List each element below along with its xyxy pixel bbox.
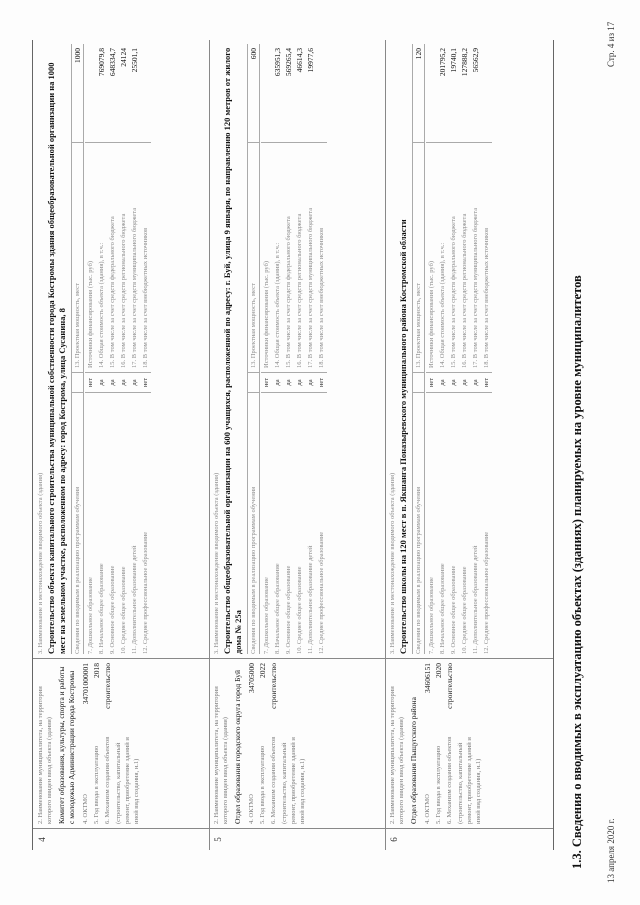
finance-value: 25501,1 <box>130 48 139 73</box>
municipality-label-2: которого ввиден ввод объекта (здания) <box>46 717 53 824</box>
finance-line: 14. Общая стоимость объекта (здания), в т.ч.: <box>439 242 446 368</box>
municipality-label-2: которого ввиден ввод объекта (здания) <box>222 717 229 824</box>
municipality-cell <box>209 658 385 828</box>
program-line: 8. Начальное общее образование <box>98 563 105 654</box>
finance-line: 14. Общая стоимость объекта (здания), в т.ч.: <box>274 242 281 368</box>
oktmo-value: 34701000001 <box>81 663 90 705</box>
finance-value: 56562,9 <box>471 48 480 73</box>
method-note: ремонт, приобретение зданий и <box>124 737 131 824</box>
capacity-value: 600 <box>249 48 258 60</box>
finance-value <box>316 48 327 142</box>
section-title: 1.3. Сведения о вводимых в эксплуатацию объектах (зданиях) планируемых на уровне муниципалитетов <box>570 275 584 869</box>
program-flag: да <box>461 379 468 386</box>
program-flag: да <box>296 379 303 386</box>
capacity-label: 13. Проектная мощность, мест <box>415 283 422 368</box>
finance-value: 24124 <box>119 48 128 67</box>
finance-line: 16. В том числе за счет средств регионального бюджета <box>120 213 127 368</box>
program-line: 12. Среднее профессиональное образование <box>483 531 490 654</box>
row-index: 5 <box>209 828 385 850</box>
footer-date: 13 апреля 2020 г. <box>606 818 616 883</box>
program-line: 9. Основное общее образование <box>450 565 457 654</box>
finance-line: Источники финансирования (тыс. руб) <box>87 260 94 368</box>
program-finance-grid <box>261 44 327 654</box>
programs-header: Сведения по вводимым в реализацию программам обучения <box>415 486 422 654</box>
year-label: 5. Год ввода в эксплуатацию <box>93 745 100 824</box>
oktmo-label: 4. ОКТМО <box>248 794 255 824</box>
program-line: 7. Дошкольное образование <box>87 577 94 654</box>
finance-line: 16. В том числе за счет средств регионального бюджета <box>296 213 303 368</box>
programs-header: Сведения по вводимым в реализацию программам обучения <box>250 486 257 654</box>
object-heading: 3. Наименование и местонахождение вводимого объекта (здания) <box>389 472 396 654</box>
finance-line: 15. В том числе за счет средств федерального бюджета <box>109 216 116 368</box>
finance-line: 18. В том числе за счет внебюджетных источников <box>142 227 149 368</box>
method-label: 6. Механизм создания объектов <box>270 736 277 824</box>
finance-value: 19977,6 <box>306 48 315 73</box>
object-title: Строительство школы на 120 мест в п. Якшанга Поназыревского муниципального района Костромской области <box>398 219 408 654</box>
program-flag: нет <box>87 377 94 388</box>
footer-page-number: Стр. 4 из 17 <box>606 21 616 67</box>
program-line: 9. Основное общее образование <box>285 565 292 654</box>
program-line: 9. Основное общее образование <box>109 565 116 654</box>
program-line: 7. Дошкольное образование <box>263 577 270 654</box>
object-title: Строительство объекта капитального строительства муниципальной собственности города Костромы здания общеобразовательной организации на 1000 мест на земельном участке, расположенном по адресу: город Кострома, улица Сусанина, 8 <box>46 62 67 654</box>
oktmo-label: 4. ОКТМО <box>82 794 89 824</box>
finance-line: 18. В том числе за счет внебюджетных источников <box>483 227 490 368</box>
program-flag: да <box>472 379 479 386</box>
object-heading: 3. Наименование и местонахождение вводимого объекта (здания) <box>213 472 220 654</box>
program-flag: да <box>307 379 314 386</box>
program-flag: да <box>120 379 127 386</box>
finance-line: 16. В том числе за счет средств регионального бюджета <box>461 213 468 368</box>
method-value: строительство <box>445 663 454 709</box>
finance-value <box>140 48 151 142</box>
method-note: (строительство, капитальный <box>457 742 464 824</box>
municipality-cell <box>33 658 209 828</box>
program-line: 7. Дошкольное образование <box>428 577 435 654</box>
finance-line: Источники финансирования (тыс. руб) <box>263 260 270 368</box>
method-note: иной вид создания, н.1) <box>133 758 140 824</box>
program-line: 11. Дополнительное образование детей <box>472 545 479 654</box>
method-value: строительство <box>103 663 112 709</box>
finance-value: 769079,8 <box>97 48 106 77</box>
year-value: 2022 <box>258 663 267 678</box>
finance-line: Источники финансирования (тыс. руб) <box>428 260 435 368</box>
objects-table <box>32 40 554 850</box>
finance-value: 46614,3 <box>295 48 304 73</box>
finance-line: 15. В том числе за счет средств федерального бюджета <box>285 216 292 368</box>
oktmo-label: 4. ОКТМО <box>424 794 431 824</box>
finance-value: 127888,2 <box>460 48 469 77</box>
finance-value <box>85 48 96 142</box>
program-flag: нет <box>263 377 270 388</box>
finance-line: 17. В том числе за счет средств муниципального бюджета <box>131 207 138 368</box>
method-label: 6. Механизм создания объектов <box>104 736 111 824</box>
municipality-label: 2. Наименование муниципалитета, на территории <box>213 686 220 824</box>
finance-value: 569265,4 <box>284 48 293 77</box>
program-flag: нет <box>142 377 149 388</box>
row-index: 4 <box>33 828 209 850</box>
finance-value: 635951,3 <box>273 48 282 77</box>
capacity-label: 13. Проектная мощность, мест <box>250 283 257 368</box>
program-line: 10. Среднее общее образование <box>461 566 468 654</box>
finance-value <box>261 48 272 142</box>
municipality-cell <box>385 658 553 828</box>
program-flag: да <box>109 379 116 386</box>
program-line: 10. Среднее общее образование <box>120 566 127 654</box>
municipality-label: 2. Наименование муниципалитета, на территории <box>37 686 44 824</box>
program-line: 12. Среднее профессиональное образование <box>142 531 149 654</box>
finance-line: 15. В том числе за счет средств федерального бюджета <box>450 216 457 368</box>
program-flag: нет <box>428 377 435 388</box>
finance-line: 17. В том числе за счет средств муниципального бюджета <box>472 207 479 368</box>
program-flag: да <box>450 379 457 386</box>
program-flag: да <box>274 379 281 386</box>
program-line: 11. Дополнительное образование детей <box>307 545 314 654</box>
program-line: 10. Среднее общее образование <box>296 566 303 654</box>
programs-header: Сведения по вводимым в реализацию программам обучения <box>74 486 81 654</box>
finance-line: 14. Общая стоимость объекта (здания), в т.ч.: <box>98 242 105 368</box>
table-row <box>209 40 386 850</box>
method-label: 6. Механизм создания объектов <box>446 736 453 824</box>
program-flag: нет <box>318 377 325 388</box>
method-note: (строительство, капитальный <box>281 742 288 824</box>
year-label: 5. Год ввода в эксплуатацию <box>435 745 442 824</box>
organization-name: Отдел образования Пыщугского района <box>409 697 418 824</box>
municipality-label-2: которого ввиден ввод объекта (здания) <box>398 717 405 824</box>
row-index: 6 <box>385 828 553 850</box>
object-cell <box>33 40 209 658</box>
program-flag: да <box>131 379 138 386</box>
object-heading: 3. Наименование и местонахождение вводимого объекта (здания) <box>37 472 44 654</box>
oktmo-value: 34705000 <box>247 663 256 693</box>
finance-value: 19740,1 <box>449 48 458 73</box>
table-row <box>33 40 210 850</box>
program-line: 12. Среднее профессиональное образование <box>318 531 325 654</box>
method-note: ремонт, приобретение зданий и <box>290 737 297 824</box>
finance-value: 648334,7 <box>108 48 117 77</box>
capacity-label: 13. Проектная мощность, мест <box>74 283 81 368</box>
method-note: ремонт, приобретение зданий и <box>466 737 473 824</box>
object-cell <box>209 40 385 658</box>
method-value: строительство <box>269 663 278 709</box>
year-value: 2018 <box>92 663 101 678</box>
year-label: 5. Год ввода в эксплуатацию <box>259 745 266 824</box>
oktmo-value: 34606151 <box>423 663 432 693</box>
program-line: 8. Начальное общее образование <box>439 563 446 654</box>
program-flag: да <box>98 379 105 386</box>
method-note: иной вид создания, н.1) <box>299 758 306 824</box>
method-note: иной вид создания, н.1) <box>475 758 482 824</box>
finance-line: 17. В том числе за счет средств муниципального бюджета <box>307 207 314 368</box>
capacity-value: 120 <box>414 48 423 60</box>
finance-line: 18. В том числе за счет внебюджетных источников <box>318 227 325 368</box>
object-title: Строительство общеобразовательной организации на 600 учащихся, расположенной по адресу: г. Буй, улица 9 января, по направлению 120 метров от жилого дома № 25а <box>222 47 243 654</box>
organization-name: Отдел образования городского округа город Буй <box>233 670 242 824</box>
year-value: 2020 <box>434 663 443 678</box>
municipality-label: 2. Наименование муниципалитета, на территории <box>389 686 396 824</box>
program-line: 11. Дополнительное образование детей <box>131 545 138 654</box>
table-row <box>385 40 553 850</box>
organization-name: Комитет образования, культуры, спорта и работы с молодежью Администрации города Костромы <box>57 666 76 824</box>
program-flag: да <box>439 379 446 386</box>
finance-value <box>481 48 492 142</box>
object-cell <box>385 40 553 658</box>
method-note: (строительство, капитальный <box>115 742 122 824</box>
finance-value <box>426 48 437 142</box>
capacity-value: 1000 <box>73 48 82 63</box>
program-finance-grid <box>85 44 151 654</box>
program-flag: да <box>285 379 292 386</box>
program-flag: нет <box>483 377 490 388</box>
program-finance-grid <box>426 44 492 654</box>
program-line: 8. Начальное общее образование <box>274 563 281 654</box>
finance-value: 201795,2 <box>438 48 447 77</box>
